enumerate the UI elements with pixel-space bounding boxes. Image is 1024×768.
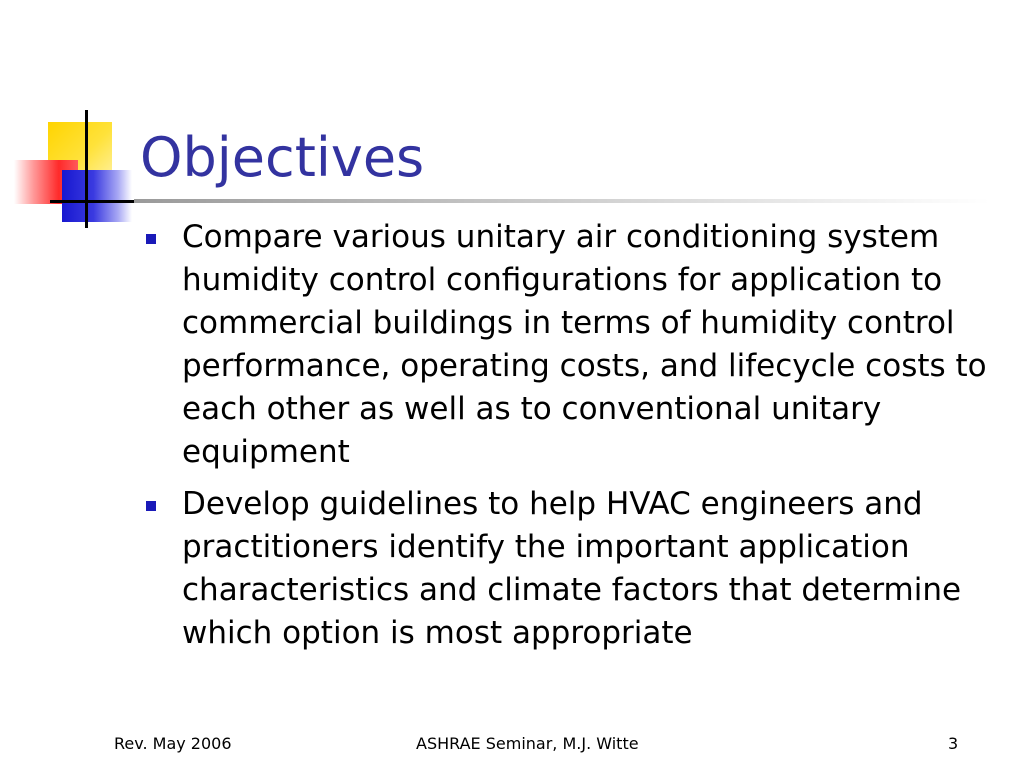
title-underline	[134, 199, 990, 203]
blue-square-shape	[62, 170, 132, 222]
slide-number: 3	[948, 734, 959, 753]
bullet-text: Develop guidelines to help HVAC engineers and practitioners identify the important application characteristics and climate factors that determine which option is most appropriate	[182, 486, 962, 651]
vertical-line-shape	[85, 110, 88, 228]
square-bullet-icon	[146, 234, 156, 244]
footer-date: Rev. May 2006	[114, 734, 232, 753]
bullet-text: Compare various unitary air conditioning system humidity control configurations for application to commercial buildings in terms of humidity control performance, operating costs, and lifecycle costs to each other as well as to conventional unitary equipment	[182, 219, 987, 470]
horizontal-line-shape	[50, 200, 136, 203]
bullet-item	[144, 216, 1010, 474]
bullet-list	[144, 216, 1010, 664]
slide-logo-squares-icon	[0, 0, 150, 240]
slide-title: Objectives	[140, 126, 425, 189]
square-bullet-icon	[146, 501, 156, 511]
bullet-item	[144, 483, 1010, 655]
footer-presentation: ASHRAE Seminar, M.J. Witte	[416, 734, 639, 753]
